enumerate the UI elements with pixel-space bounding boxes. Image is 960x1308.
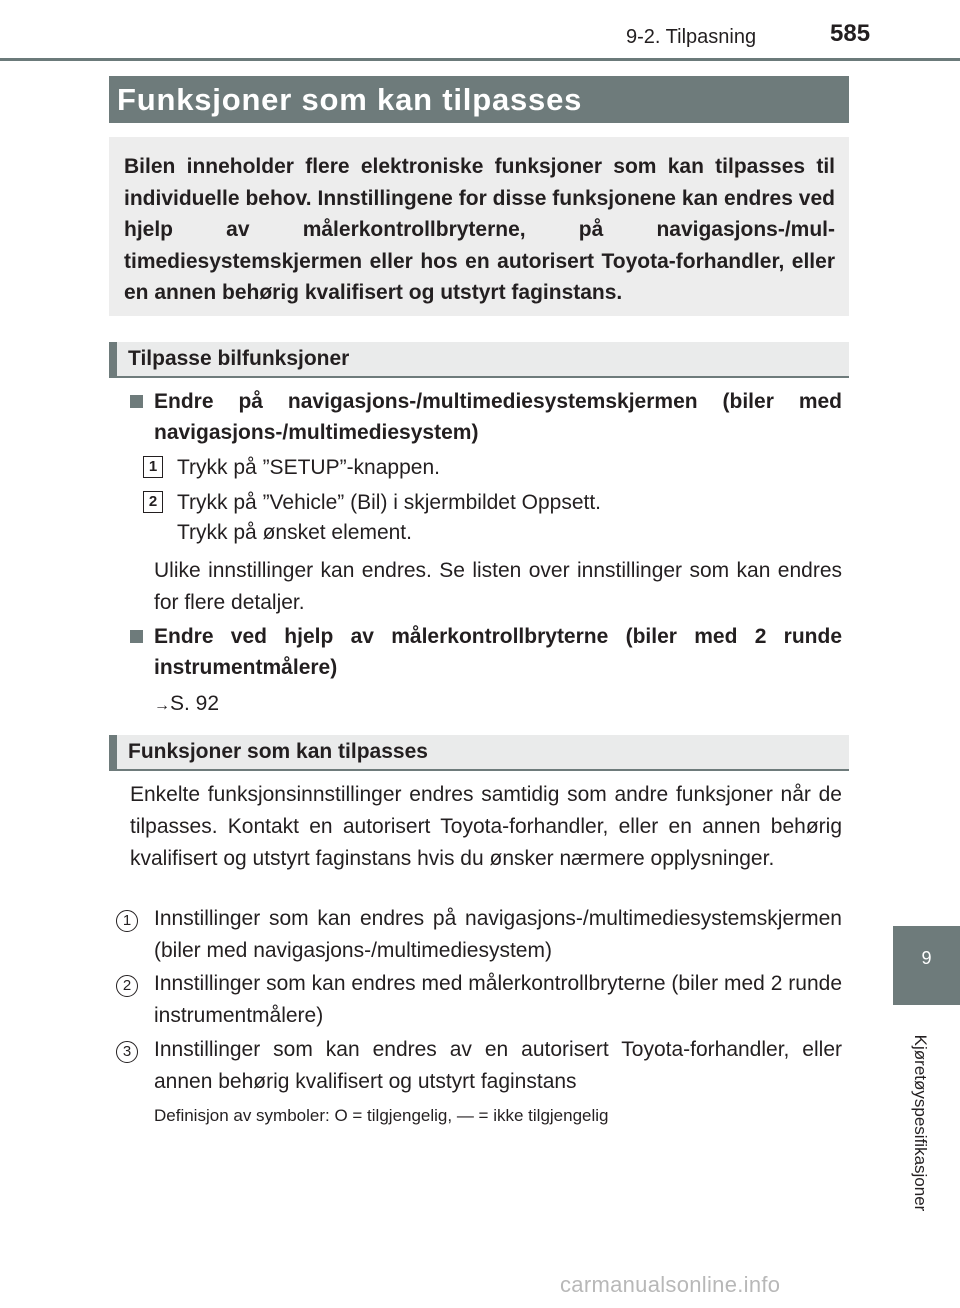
circled-number-3: 3 — [116, 1041, 138, 1063]
chapter-label: Kjøretøyspesifikasjoner — [911, 1034, 930, 1212]
subheading-meter-switches — [130, 621, 842, 683]
page-title: Funksjoner som kan tilpasses — [117, 82, 583, 117]
settings-note: Ulike innstillinger kan endres. Se listen over innstillinger som kan endres for flere detaljer. — [154, 559, 842, 614]
symbol-definition: Definisjon av symboler: O = tilgjengelig, — = ikke tilgjengelig — [154, 1106, 609, 1125]
chapter-tab — [893, 926, 960, 1005]
subheading-text: Endre ved hjelp av målerkontrollbryterne (biler med 2 runde instrumentmålere) — [154, 625, 842, 679]
page-reference-text: S. 92 — [170, 692, 220, 715]
page-number: 585 — [830, 20, 871, 47]
header-rule — [0, 58, 960, 61]
section-heading-text: Funksjoner som kan tilpasses — [128, 740, 428, 763]
square-bullet-icon — [130, 630, 143, 643]
arrow-right-icon: → — [154, 697, 170, 714]
section2-body: Enkelte funksjonsinnstillinger endres samtidig som andre funksjoner når de tilpasses. Kontakt en autorisert Toyota-forhandler, eller en annen behørig kvalifisert og utstyrt faginstans hvis du ønsker nærmere opplysninger. — [130, 783, 842, 870]
circled-number-2: 2 — [116, 975, 138, 997]
list-item: Innstillinger som kan endres med målerkontrollbryterne (biler med 2 runde instrumentmålere) — [154, 972, 842, 1027]
section-heading-funksjoner — [109, 735, 849, 771]
intro-box — [109, 137, 849, 316]
step-1-text: Trykk på ”SETUP”-knappen. — [177, 456, 440, 479]
step-number-box: 2 — [143, 491, 163, 513]
subheading-text: Endre på navigasjons-/multimediesystemskjermen (biler med navigasjons-/multimediesystem) — [154, 390, 842, 444]
section-heading-text: Tilpasse bilfunksjoner — [128, 347, 350, 370]
step-number-box: 1 — [143, 456, 163, 478]
step-2-line2: Trykk på ønsket element. — [177, 521, 412, 544]
square-bullet-icon — [130, 395, 143, 408]
header-section-title: 9-2. Tilpasning — [626, 26, 757, 48]
subheading-navigation — [130, 386, 842, 448]
page-reference[interactable] — [154, 688, 219, 722]
step-2-text: Trykk på ”Vehicle” (Bil) i skjermbildet Oppsett. — [177, 491, 602, 514]
page-title-bar — [109, 76, 849, 123]
list-item: Innstillinger som kan endres på navigasjons-/multimediesystemskjermen (biler med navigasjons-/multimediesystem) — [154, 907, 842, 962]
section-heading-tilpasse — [109, 342, 849, 378]
chapter-number: 9 — [921, 948, 932, 968]
list-item: Innstillinger som kan endres av en autorisert Toyota-forhandler, eller annen behørig kvalifisert og utstyrt faginstans — [154, 1038, 842, 1093]
watermark: carmanualsonline.info — [560, 1272, 781, 1297]
circled-number-1: 1 — [116, 910, 138, 932]
intro-text: Bilen inneholder flere elektroniske funksjoner som kan tilpasses til individuelle behov. Innstillingene for disse funksjonene kan endres ved hjelp av målerkontrollbryterne, på navigasjons-/multimediesystemskjermen eller hos en autorisert Toyota-forhandler, eller en annen behørig kvalifisert og utstyrt faginstans. — [124, 155, 835, 304]
